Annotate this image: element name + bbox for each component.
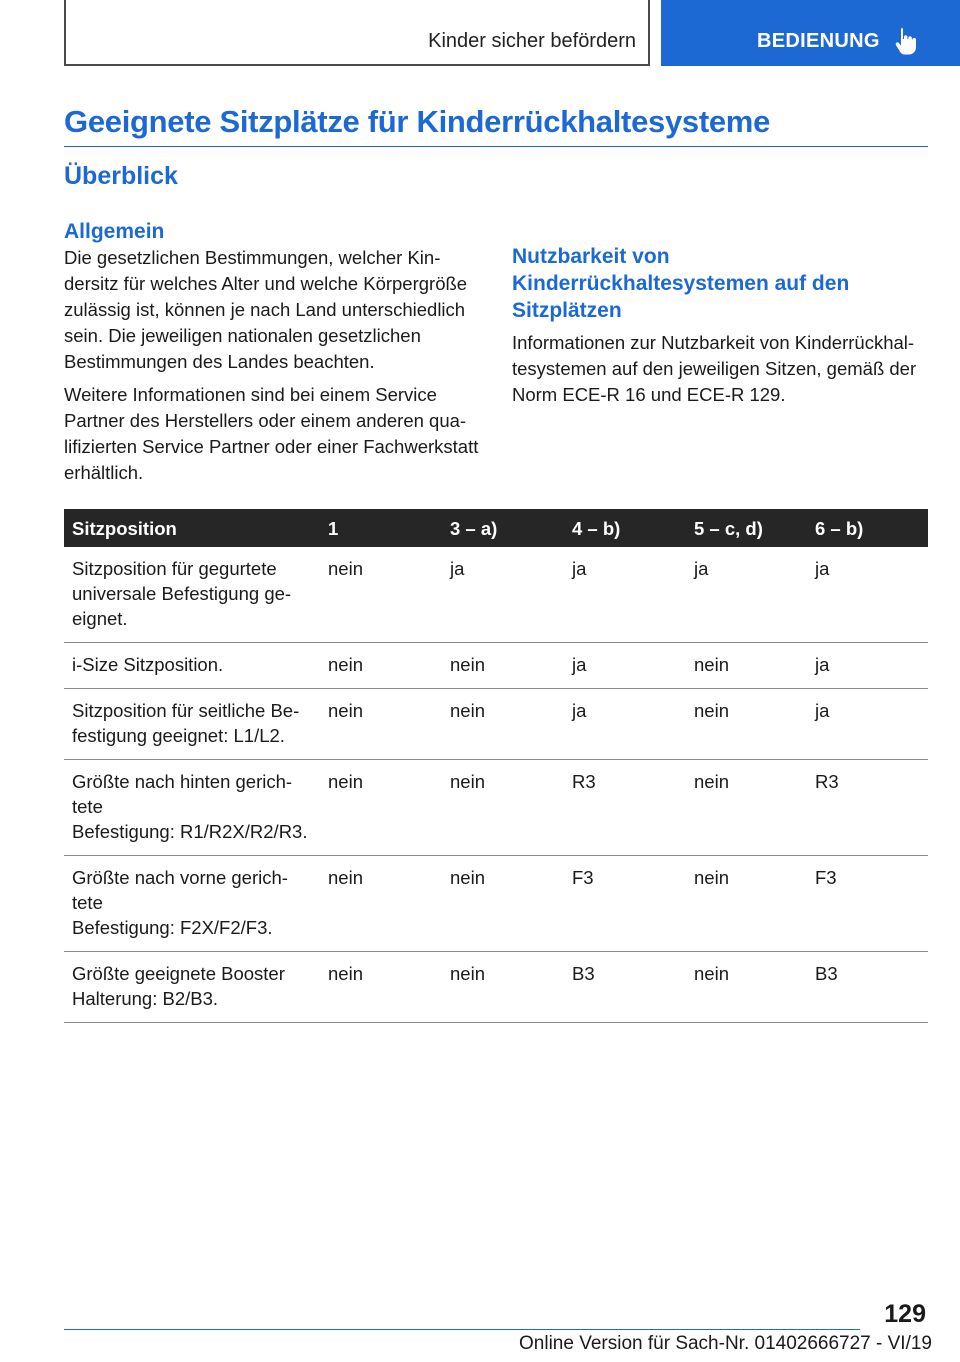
left-column xyxy=(64,218,484,493)
header-section-label: Kinder sicher befördern xyxy=(428,30,636,52)
table-cell: nein xyxy=(320,760,442,856)
table-cell: nein xyxy=(442,689,564,760)
row-description: Größte geeignete Booster Halterung: B2/B3. xyxy=(64,952,320,1023)
general-heading: Allgemein xyxy=(64,220,165,243)
title-divider xyxy=(64,146,928,147)
column-header: 5 – c, d) xyxy=(686,509,807,547)
row-description: Sitzposition für gegurtete universale Befestigung geeignet. xyxy=(64,547,320,643)
table-row xyxy=(64,689,928,760)
footer-edition: Online Version für Sach-Nr. 01402666727 - VI/19 xyxy=(519,1333,932,1354)
table-cell: nein xyxy=(320,689,442,760)
table-cell: R3 xyxy=(807,760,928,856)
table-cell: nein xyxy=(686,689,807,760)
page-number: 129 xyxy=(884,1300,926,1328)
column-header: 6 – b) xyxy=(807,509,928,547)
general-paragraph-1: Die gesetzlichen Bestimmungen, welcher Kindersitz für welches Alter und welche Körpergröße zulässig ist, können je nach Land unterschiedlich sein. Die jeweiligen nationalen gesetzlichen Bestimmungen des Landes beachten. xyxy=(64,247,468,372)
table-cell: nein xyxy=(686,643,807,689)
table-cell: nein xyxy=(442,856,564,952)
table-cell: nein xyxy=(320,643,442,689)
right-column xyxy=(512,243,932,415)
table-row xyxy=(64,643,928,689)
table-cell: nein xyxy=(686,952,807,1023)
table-row xyxy=(64,760,928,856)
header-section-tab xyxy=(64,0,650,66)
table-cell: nein xyxy=(442,760,564,856)
general-paragraph-2: Weitere Informationen sind bei einem Service Partner des Herstellers oder einem anderen qualifizierten Service Partner oder einer Fachwerkstatt erhältlich. xyxy=(64,384,479,483)
table-cell: ja xyxy=(807,643,928,689)
table-cell: F3 xyxy=(807,856,928,952)
hand-pointer-icon xyxy=(895,26,919,56)
table-cell: ja xyxy=(807,689,928,760)
header-chapter-label: BEDIENUNG xyxy=(757,30,880,52)
table-header-row xyxy=(64,509,928,547)
table-cell: ja xyxy=(564,547,686,643)
column-header: 4 – b) xyxy=(564,509,686,547)
table-cell: B3 xyxy=(564,952,686,1023)
table-cell: B3 xyxy=(807,952,928,1023)
table-cell: ja xyxy=(686,547,807,643)
table-cell: ja xyxy=(564,689,686,760)
table-cell: nein xyxy=(442,643,564,689)
column-header: 1 xyxy=(320,509,442,547)
table-cell: nein xyxy=(320,952,442,1023)
table-cell: R3 xyxy=(564,760,686,856)
row-description: Sitzposition für seitliche Befestigung geeignet: L1/L2. xyxy=(64,689,320,760)
table-row xyxy=(64,952,928,1023)
table-cell: nein xyxy=(686,856,807,952)
table-cell: nein xyxy=(686,760,807,856)
seat-position-table xyxy=(64,509,928,1023)
table-cell: nein xyxy=(442,952,564,1023)
page-title: Geeignete Sitzplätze für Kinderrückhaltesysteme xyxy=(64,104,771,139)
column-header: Sitzposition xyxy=(64,509,320,547)
table-row xyxy=(64,856,928,952)
row-description: i-Size Sitzposition. xyxy=(64,643,320,689)
table-cell: nein xyxy=(320,547,442,643)
table-cell: ja xyxy=(807,547,928,643)
header-chapter-tab[interactable] xyxy=(661,0,960,66)
usability-paragraph: Informationen zur Nutzbarkeit von Kinderrückhaltesystemen auf den jeweiligen Sitzen, gemäß der Norm ECE-R 16 und ECE-R 129. xyxy=(512,332,917,405)
table-cell: ja xyxy=(442,547,564,643)
column-header: 3 – a) xyxy=(442,509,564,547)
table-cell: ja xyxy=(564,643,686,689)
table-cell: nein xyxy=(320,856,442,952)
usability-heading: Nutzbarkeit von Kinderrückhaltesystemen auf den Sitzplätzen xyxy=(512,245,850,322)
section-heading: Überblick xyxy=(64,162,178,190)
table-cell: F3 xyxy=(564,856,686,952)
table-row xyxy=(64,547,928,643)
row-description: Größte nach hinten gerichtete Befestigung: R1/R2X/R2/R3. xyxy=(64,760,320,856)
row-description: Größte nach vorne gerichtete Befestigung: F2X/F2/F3. xyxy=(64,856,320,952)
footer-divider xyxy=(64,1329,860,1330)
